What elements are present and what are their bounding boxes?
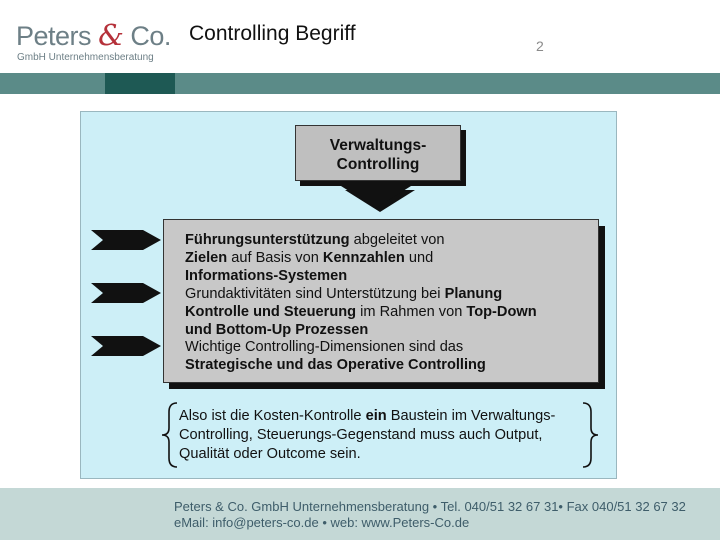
left-brace-icon (161, 402, 179, 468)
definition-line: Kontrolle und Steuerung im Rahmen von Top-Down (185, 303, 537, 320)
footer-contact-line: Peters & Co. GmbH Unternehmensberatung • Tel. 040/51 32 67 31• Fax 040/51 32 67 32 (174, 499, 686, 514)
footer-web-line: eMail: info@peters-co.de • web: www.Peters-Co.de (174, 515, 470, 530)
conclusion-line: Controlling, Steuerungs-Gegenstand muss auch Output, (179, 427, 543, 443)
definition-line: und Bottom-Up Prozessen (185, 321, 369, 338)
footer (0, 488, 720, 540)
top-box-line-2: Controlling (336, 156, 420, 173)
definition-line: Informations-Systemen (185, 267, 348, 284)
definition-line: Wichtige Controlling-Dimensionen sind das (185, 339, 464, 356)
logo-wordmark: Peters & Co. (16, 18, 171, 52)
definition-line: Führungsunterstützung abgeleitet von (185, 232, 445, 248)
company-logo (16, 18, 176, 66)
top-box-line-1: Verwaltungs- (329, 137, 427, 154)
side-arrow-icon (91, 334, 163, 358)
right-brace-icon (581, 402, 599, 468)
definition-text (185, 232, 537, 375)
header-band-accent (105, 73, 175, 94)
conclusion-text (179, 407, 555, 464)
slide-title: Controlling Begriff (189, 22, 356, 45)
definition-line: Zielen auf Basis von Kennzahlen und (185, 249, 434, 266)
conclusion-line: Qualität oder Outcome sein. (179, 446, 361, 462)
definition-line: Grundaktivitäten sind Unterstützung bei Planung (185, 285, 503, 302)
conclusion-line: Also ist die Kosten-Kontrolle ein Baustein im Verwaltungs- (179, 408, 556, 424)
definition-line: Strategische und das Operative Controlling (185, 357, 486, 374)
top-box-label (296, 136, 460, 174)
side-arrow-icon (91, 281, 163, 305)
verwaltungs-controlling-box (295, 125, 461, 181)
side-arrow-icon (91, 228, 163, 252)
page-number: 2 (536, 38, 544, 54)
down-arrow-icon (335, 182, 425, 214)
logo-subtitle: GmbH Unternehmensberatung (17, 52, 154, 63)
controlling-diagram (80, 111, 617, 479)
definition-box (163, 219, 599, 383)
